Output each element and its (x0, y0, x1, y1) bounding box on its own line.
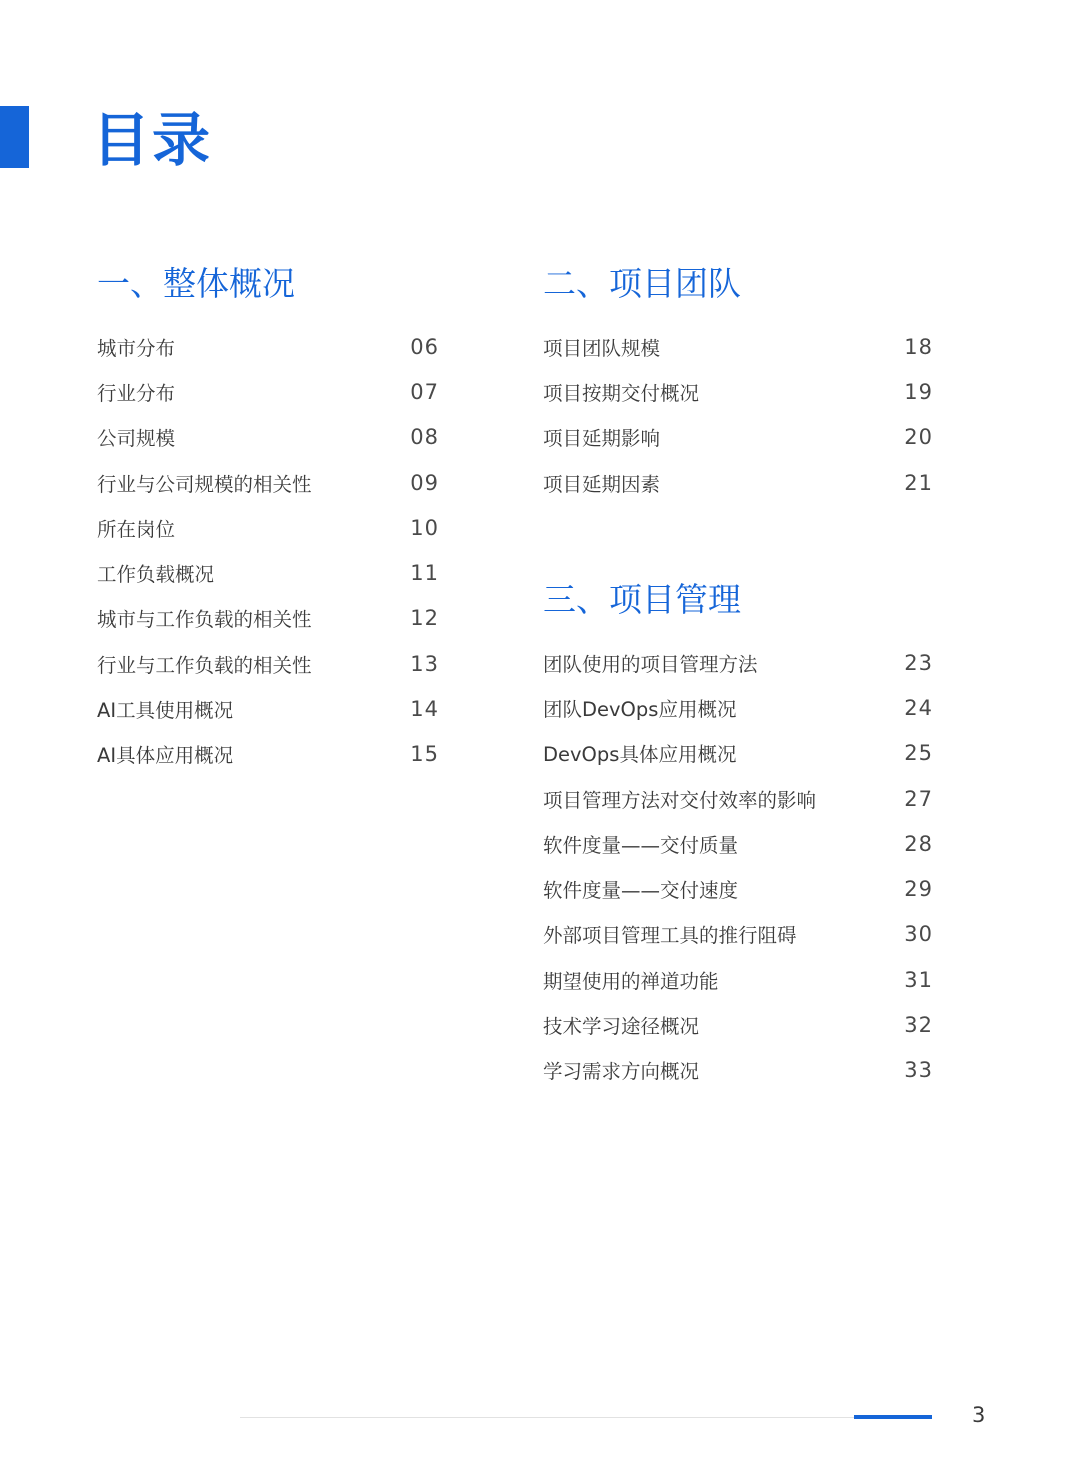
toc-row[interactable] (543, 1048, 933, 1093)
toc-row[interactable] (97, 596, 439, 641)
toc-page-number: 06 (410, 334, 439, 359)
toc-page-number: 33 (904, 1058, 933, 1083)
toc-label: 软件度量——交付速度 (543, 879, 739, 903)
toc-row[interactable] (97, 505, 439, 550)
toc-row[interactable] (543, 912, 933, 957)
toc-label: 外部项目管理工具的推行阻碍 (543, 924, 797, 948)
toc-row[interactable] (97, 686, 439, 731)
toc-label: AI具体应用概况 (97, 744, 234, 768)
toc-label: 项目延期因素 (543, 472, 661, 496)
toc-label: 技术学习途径概况 (543, 1015, 700, 1039)
toc-page-number: 31 (904, 967, 933, 992)
toc-row[interactable] (97, 732, 439, 777)
toc-label: 期望使用的禅道功能 (543, 969, 719, 993)
toc-label: 工作负载概况 (97, 563, 215, 587)
toc-label: 行业分布 (97, 381, 176, 405)
toc-row[interactable] (543, 460, 933, 505)
toc-page-number: 13 (410, 651, 439, 676)
toc-label: 城市与工作负载的相关性 (97, 608, 312, 632)
toc-row[interactable] (97, 460, 439, 505)
toc-page-number: 24 (904, 695, 933, 720)
toc-label: 公司规模 (97, 427, 176, 451)
toc-row[interactable] (97, 550, 439, 595)
toc-row[interactable] (543, 731, 933, 776)
title-accent-bar (0, 106, 29, 168)
toc-label: 行业与公司规模的相关性 (97, 472, 312, 496)
toc-row[interactable] (97, 415, 439, 460)
toc-page-number: 15 (410, 742, 439, 767)
toc-section-overview (97, 262, 439, 777)
toc-row[interactable] (543, 957, 933, 1002)
toc-row[interactable] (543, 369, 933, 414)
footer-accent-bar (854, 1415, 932, 1419)
page-title: 目录 (92, 106, 213, 174)
toc-page-number: 19 (904, 379, 933, 404)
toc-label: 项目按期交付概况 (543, 381, 700, 405)
page-number: 3 (972, 1403, 986, 1427)
toc-page-number: 14 (410, 697, 439, 722)
toc-page-number: 21 (904, 470, 933, 495)
toc-label: 团队使用的项目管理方法 (543, 652, 758, 676)
toc-page-number: 25 (904, 741, 933, 766)
toc-row[interactable] (97, 641, 439, 686)
toc-page-number: 28 (904, 831, 933, 856)
toc-page-number: 20 (904, 425, 933, 450)
toc-page-number: 07 (410, 379, 439, 404)
toc-label: 所在岗位 (97, 517, 176, 541)
toc-page-number: 10 (410, 515, 439, 540)
toc-label: AI工具使用概况 (97, 699, 234, 723)
section-title: 一、整体概况 (97, 264, 295, 303)
toc-label: 软件度量——交付质量 (543, 833, 739, 857)
toc-label: 团队DevOps应用概况 (543, 697, 737, 721)
toc-row[interactable] (543, 866, 933, 911)
toc-row[interactable] (543, 821, 933, 866)
toc-row[interactable] (543, 640, 933, 685)
toc-page-number: 27 (904, 786, 933, 811)
section-title: 三、项目管理 (543, 580, 741, 619)
toc-page-number: 12 (410, 606, 439, 631)
toc-row[interactable] (543, 324, 933, 369)
toc-page-number: 18 (904, 334, 933, 359)
toc-label: 项目管理方法对交付效率的影响 (543, 788, 817, 812)
toc-row[interactable] (543, 1002, 933, 1047)
toc-row[interactable] (543, 776, 933, 821)
toc-row[interactable] (543, 415, 933, 460)
toc-section-project-team (543, 262, 933, 505)
toc-row[interactable] (97, 324, 439, 369)
toc-page-number: 29 (904, 877, 933, 902)
toc-label: 项目延期影响 (543, 427, 661, 451)
toc-page-number: 08 (410, 425, 439, 450)
toc-page-number: 11 (410, 561, 439, 586)
toc-page-number: 30 (904, 922, 933, 947)
toc-label: DevOps具体应用概况 (543, 743, 737, 767)
section-title: 二、项目团队 (543, 264, 741, 303)
toc-page-number: 32 (904, 1013, 933, 1038)
toc-label: 行业与工作负载的相关性 (97, 653, 312, 677)
footer-divider (240, 1417, 930, 1418)
toc-page-number: 09 (410, 470, 439, 495)
toc-row[interactable] (97, 369, 439, 414)
toc-row[interactable] (543, 685, 933, 730)
toc-label: 学习需求方向概况 (543, 1060, 700, 1084)
toc-label: 城市分布 (97, 336, 176, 360)
toc-page-number: 23 (904, 650, 933, 675)
toc-section-project-management (543, 578, 933, 1093)
toc-label: 项目团队规模 (543, 336, 661, 360)
